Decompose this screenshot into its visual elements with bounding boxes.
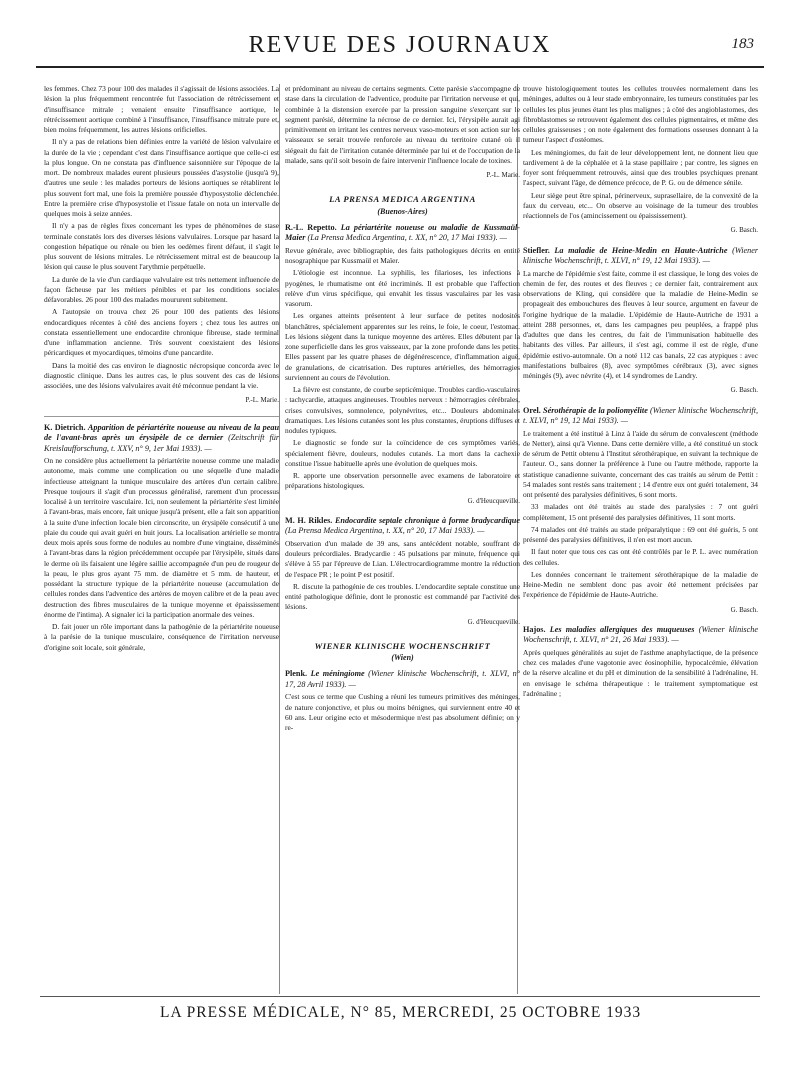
- article-heading: [44, 423, 279, 455]
- article-heading: [285, 516, 520, 537]
- paragraph: Leur siège peut être spinal, périnerveux, suprasellaire, de la convexité de la faux du cerveau, etc... On observe au voisinage de la tumeur des troubles réactionnels de l'os (amincissement ou épaississement).: [523, 190, 758, 220]
- article-heading: [523, 625, 758, 646]
- article-author: K. Dietrich.: [44, 422, 86, 432]
- paragraph: Dans la moitié des cas environ le diagnostic nécropsique concorda avec le diagnostic clinique. Dans les autres cas, le plus souvent des cas de lésions associées, une des lésions valvulaires avait été méconnue pendant la vie.: [44, 360, 279, 390]
- column-right: [523, 84, 758, 994]
- article-heading: [523, 246, 758, 267]
- article-heading: [285, 223, 520, 244]
- paragraph: On ne considère plus actuellement la périartérite noueuse comme une maladie autonome, mais comme une complication ou une séquelle d'une maladie infectieuse atteignant la tunique musculaire des artères d'un certain calibre. Presque toujours il s'agit d'un processus généralisé, rarement d'un processus localisé à un territoire vasculaire. Ici, non seulement la périartérite s'est limitée à l'avant-bras, mais encore, fait unique jusqu'à présent, elle a fait son apparition à la suite d'une infection locale bien circonscrite, un érysipèle consécutif à une plaie du coude qui avait guéri en huit jours. La localisation artérielle se montra deux mois après sous forme de nodules au nombre d'une vingtaine, disséminés à l'avant-bras dans la région précédemment occupée par l'érysipèle, situés dans le derme où ils faisaient une légère saillie accompagnée d'un peu de rougeur de la peau, le plus gros ayant 75 mm. de diamètre et 5 mm. de hauteur, et possédant la structure typique de la périartérite noueuse (accumulation de cellules rondes dans l'adventice des artères de moyen calibre et de la peau avec destruction des fibres musculaires de la tunique moyenne et épaississement énorme de l'intima). A signaler ici la participation anormale des veines.: [44, 456, 279, 619]
- paragraph: Revue générale, avec bibliographie, des faits pathologiques décrits en entité nosographique par Kussmaül et Maïer.: [285, 245, 520, 265]
- paragraph: Le traitement a été institué à Linz à l'aide du sérum de convalescent (méthode de Netter), ainsi qu'à Vienne. Dans cette dernière ville, a été constitué un stock de sérum de Pettit obtenu à l'Institut sérothérapique, en suivant la technique de l'auteur. O., sans donner la préférence à l'une ou l'autre méthode, rapporte la statistique canadienne suivante, concernant des cas traités au sérum de Pettit : 54 malades sont restés sans traitement ; 14 d'entre eux ont guéri totalement, 34 ont présenté des paralysies définitives, 6 sont morts.: [523, 428, 758, 499]
- signature: P.-L. Marie.: [486, 171, 520, 179]
- article-reference: (La Prensa Medica Argentina, t. XX, n° 20, 17 Mai 1933). —: [307, 233, 507, 243]
- article-title: Endocardite septale chronique à forme bradycardique: [334, 515, 520, 525]
- paragraph: C'est sous ce terme que Cushing a réuni les tumeurs primitives des méninges, de nature conjonctive, et plus ou moins bénignes, qui surviennent entre 40 et 60 ans. Leur origine ecto et mésodermique n'est pas absolument définie; on y re-: [285, 692, 520, 732]
- article-reference: (Zeitschrift für Kreislaufforschung, t. XXV, n° 9, 1er Mai 1933). —: [44, 433, 279, 453]
- article-reference: (Wiener klinische Wochenschrift, t. XLVI, n° 19, 12 Mai 1933). —: [523, 405, 758, 425]
- paragraph: A l'autopsie on trouva chez 26 pour 100 des patients des lésions endocardiques récentes à côté des anciens foyers ; chez tous les autres on constata essentiellement une endocardite chronique fibreuse, stade terminal d'une inflammation ancienne. Très souvent coexistaient des lésions péricardiques et myocardiques, témoins d'une pancardite.: [44, 307, 279, 358]
- article-author: Stiefler.: [523, 245, 550, 255]
- article-title: Sérothérapie de la poliomyélite: [543, 405, 648, 415]
- paragraph: Il n'y a pas de relations bien définies entre la variété de lésion valvulaire et la durée de la vie ; cependant c'est dans l'insuffisance aortique que celle-ci est la plus longue. On ne constata pas d'influence saisonnière sur l'époque de la mort. De nombreux malades eurent plusieurs poussées d'asystolie (jusqu'à 9), d'autres une seule : les malades porteurs de lésions aortiques se rétablirent le plus souvent fort mal, une fois la première poussée d'hyposystolie déclenchée. Entre la première crise d'hyposystolie et l'issue fatale on nota un intervalle de quelques mois à seize années.: [44, 137, 279, 218]
- paragraph: les femmes. Chez 73 pour 100 des malades il s'agissait de lésions associées. La lésion la plus fréquemment rencontrée fut l'association de rétrécissement et d'insuffisance mitrale ; venaient ensuite l'insuffisance aortique, le rétrécissement aortique combiné à l'insuffisance, l'insuffisance mitrale pure et, bien moins fréquemment, les autres lésions orificielles.: [44, 84, 279, 134]
- signature: G. d'Heucqueville.: [467, 496, 520, 505]
- journal-city: (Wien): [391, 653, 414, 662]
- separator: [44, 416, 279, 417]
- article-heading: [285, 669, 520, 690]
- paragraph: et prédominant au niveau de certains segments. Cette parésie s'accompagne de stase dans la circulation de l'adventice, produite par l'irritation nerveuse et qui, combinée à la distension exercée par la pression sanguine s'exerçant sur le segment parésié, détermine la nécrose de ce dernier. Ici, l'érysipèle aurait agi primitivement en irritant les centres nerveux vaso-moteurs et son action sur les vaisseaux se serait trouvée renforcée au niveau du territoire cutané où il siégeait du fait de l'irritation cutanée déterminée par lui et de l'occupation de la malade, sans qu'il soit besoin de faire intervenir l'influence locale de toxines.: [285, 84, 520, 165]
- page-title: REVUE DES JOURNAUX: [248, 32, 552, 58]
- journal-heading: LA PRENSA MEDICA ARGENTINA: [329, 194, 476, 205]
- page-number: 183: [731, 36, 754, 52]
- article-author: Orel.: [523, 405, 541, 415]
- article-title: La périartérite noueuse ou maladie de Kussmaül-Maier: [285, 222, 520, 243]
- header-divider: [36, 66, 764, 68]
- article-author: Hajos.: [523, 624, 546, 634]
- paragraph: L'étiologie est inconnue. La syphilis, les filarioses, les infections à pyogènes, le rhumatisme ont été incriminés. Il est probable que l'affection relève d'un virus spécifique, qui envahit les tissus vasculaires par les vasa vasorum.: [285, 268, 520, 308]
- paragraph: Les données concernant le traitement sérothérapique de la maladie de Heine-Medin ne semblent donc pas avoir été nettement précisées par l'expérience de l'épidémie de Haute-Autriche.: [523, 569, 758, 600]
- journal-city: (Buenos-Aires): [377, 206, 428, 216]
- footer-divider: [40, 996, 760, 997]
- page-header: [36, 30, 764, 70]
- page-footer: LA PRESSE MÉDICALE, N° 85, MERCREDI, 25 OCTOBRE 1933: [160, 1004, 642, 1021]
- article-reference: (La Prensa Medica Argentina, t. XX, n° 20, 17 Mai 1933). —: [285, 526, 485, 536]
- column-left: [44, 84, 279, 994]
- article-title: Le méningiome: [310, 669, 365, 679]
- article-author: R.-L. Repetto.: [285, 222, 337, 232]
- signature: G. Basch.: [730, 226, 758, 235]
- paragraph: Le diagnostic se fonde sur la coïncidence de ces symptômes variés, spécialement fièvre, douleurs, nodules cutanés. La mort dans la cachexie constitue l'issue habituelle après une évolution de quelques mois.: [285, 438, 520, 468]
- article-reference: (Wiener klinische Wochenschrift, t. XLVI, n° 21, 26 Mai 1933). —: [523, 624, 758, 645]
- paragraph: Après quelques généralités au sujet de l'asthme anaphylactique, de la présence chez ces malades d'une vagotonie avec éosinophilie, hypocalcémie, élévation de la réserve alcaline et du pH et diminution de la sensibilité à l'adrénaline, H. en envisage le schéma thérapeutique : le traitement symptomatique est l'adrénaline ;: [523, 647, 758, 698]
- paragraph: Observation d'un malade de 39 ans, sans antécédent notable, souffrant de douleurs précordiales. Bradycardie : 45 pulsations par minute, fréquence qui s'élève à 55 par l'épreuve de Lian. L'électrocardiogramme montre la réduction de l'espace PR ; le point P est positif.: [285, 538, 520, 579]
- paragraph: Il n'y a pas de règles fixes concernant les types de phénomènes de stase terminale constatés lors des diverses lésions valvulaires. Lorsque par hasard la congestion hépatique ou rénale ou bien les oedèmes firent défaut, il s'agit le plus souvent de lésions mitrales. Le rétrécissement mitral est de beaucoup la lésion qui cause le plus souvent l'arythmie perpétuelle.: [44, 221, 279, 272]
- paragraph: R. discute la pathogénie de ces troubles. L'endocardite septale constitue une entité pathologique définie, dont le pronostic est commandé par l'activité des lésions.: [285, 581, 520, 612]
- paragraph: Les méningiomes, du fait de leur développement lent, ne donnent lieu que tardivement à de la céphalée et à la stase papillaire ; par contre, les signes en foyer sont fréquemment retrouvés, ainsi que des troubles psychiques prenant l'aspect, suivant l'âge, de démence précoce, de P. G. ou de démence sénile.: [523, 147, 758, 188]
- signature: P.-L. Marie.: [245, 396, 279, 405]
- paragraph: Les organes atteints présentent à leur surface de petites nodosités blanchâtres, spécialement apparentes sur les reins, le foie, le coeur, l'estomac. Les lésions siègent dans la tunique moyenne des artères. Elles débutent par la zone superficielle dans les gros vaisseaux, par la zone profonde dans les petits. Elles passent par les quatre phases de dégénérescence, d'inflammation aiguë, de granulations, de cicatrisation. Des ruptures artérielles, des hémorragies surviennent au cours de l'évolution.: [285, 311, 520, 382]
- paragraph: La fièvre est constante, de courbe septicémique. Troubles cardio-vasculaires : tachycardie, attaques angineuses. Troubles nerveux : hémorragies cérébrales, crises convulsives, somnolence, polynévrites, etc... Douleurs abdominales dramatiques. Les lésions cutanées sont les plus constantes, éruptions diffuses et nodules typiques.: [285, 385, 520, 435]
- column-divider: [279, 84, 280, 994]
- signature: G. Basch.: [730, 605, 758, 614]
- signature: G. d'Heucqueville.: [467, 617, 520, 626]
- paragraph: trouve histologiquement toutes les cellules trouvées normalement dans les méninges, adultes ou à leur stade embryonnaire, les tumeurs constituées par les cellules les plus jeunes étant les plus malignes ; à côté des angioblastomes, des fibroblastomes se retrouvent également des cellules pigmentaires, et même des cellules graisseuses ; on note également des formations osseuses donnant à la tumeur l'aspect d'ostéomes.: [523, 84, 758, 145]
- paragraph: 33 malades ont été traités au stade des paralysies : 7 ont guéri complètement, 15 ont présenté des paralysies définitives, 11 sont morts.: [523, 502, 758, 522]
- paragraph: Il faut noter que tous ces cas ont été contrôlés par le P. L. avec numération des cellules.: [523, 547, 758, 567]
- article-author: M. H. Rikles.: [285, 515, 333, 525]
- article-reference: (Wiener klinische Wochenschrift, t. XLVI, n° 19, 12 Mai 1933). —: [523, 245, 758, 265]
- article-title: La maladie de Heine-Medin en Haute-Autriche: [554, 245, 728, 255]
- paragraph: La marche de l'épidémie s'est faite, comme il est classique, le long des voies de chemin de fer, des routes et des fleuves ; ce dernier fait, contrairement aux observations de Kling, qui considère que la maladie de Heine-Medin se propageait des embouchures des fleuves à leur source, argument en faveur de l'origine hydrique de la maladie. L'épidémie de Haute-Autriche de 1931 a atteint 288 personnes, et, dans les campagnes peu peuplées, a frappé plus d'adultes que dans les centres, du fait de l'immunisation habituelle des habitants des villes. Par ailleurs, il s'est agi, comme il est de règle, d'une épidémie estivo-automnale. On a noté 112 cas banals, 22 cas atypiques : avec manifestations bulbaires (8), avec symptômes cérébraux (3), avec signes méningés (9), avec névrite (4), et 14 syndromes de Landry.: [523, 268, 758, 380]
- article-title: Les maladies allergiques des muqueuses: [549, 624, 695, 634]
- journal-heading: WIENER KLINISCHE WOCHENSCHRIFT: [314, 640, 491, 651]
- article-title: Apparition de périartérite noueuse au niveau de la peau de l'avant-bras après un érysipèle de ce dernier: [44, 422, 279, 442]
- article-heading: [523, 406, 758, 427]
- paragraph: 74 malades ont été traités au stade préparalytique : 69 ont été guéris, 5 ont présenté des paralysies définitives, il n'en est mort aucun.: [523, 524, 758, 544]
- article-reference: (Wiener klinische Wochenschrift, t. XLVI, n° 17, 28 Avril 1933). —: [285, 669, 520, 689]
- paragraph: R. apporte une observation personnelle avec examens de laboratoire et préparations histologiques.: [285, 471, 520, 491]
- column-middle: [285, 84, 520, 994]
- article-author: Plenk.: [285, 669, 308, 679]
- paragraph: D. fait jouer un rôle important dans la pathogénie de la périartérite noueuse à la parésie de la tunique musculaire, conséquence de l'irritation nerveuse d'origine soit locale, soit générale,: [44, 622, 279, 652]
- signature: G. Basch.: [730, 386, 758, 395]
- paragraph: La durée de la vie d'un cardiaque valvulaire est très nettement influencée de façon fâcheuse par les métiers pénibles et par les conditions sociales défavorables. 26 pour 100 des malades moururent subitement.: [44, 274, 279, 304]
